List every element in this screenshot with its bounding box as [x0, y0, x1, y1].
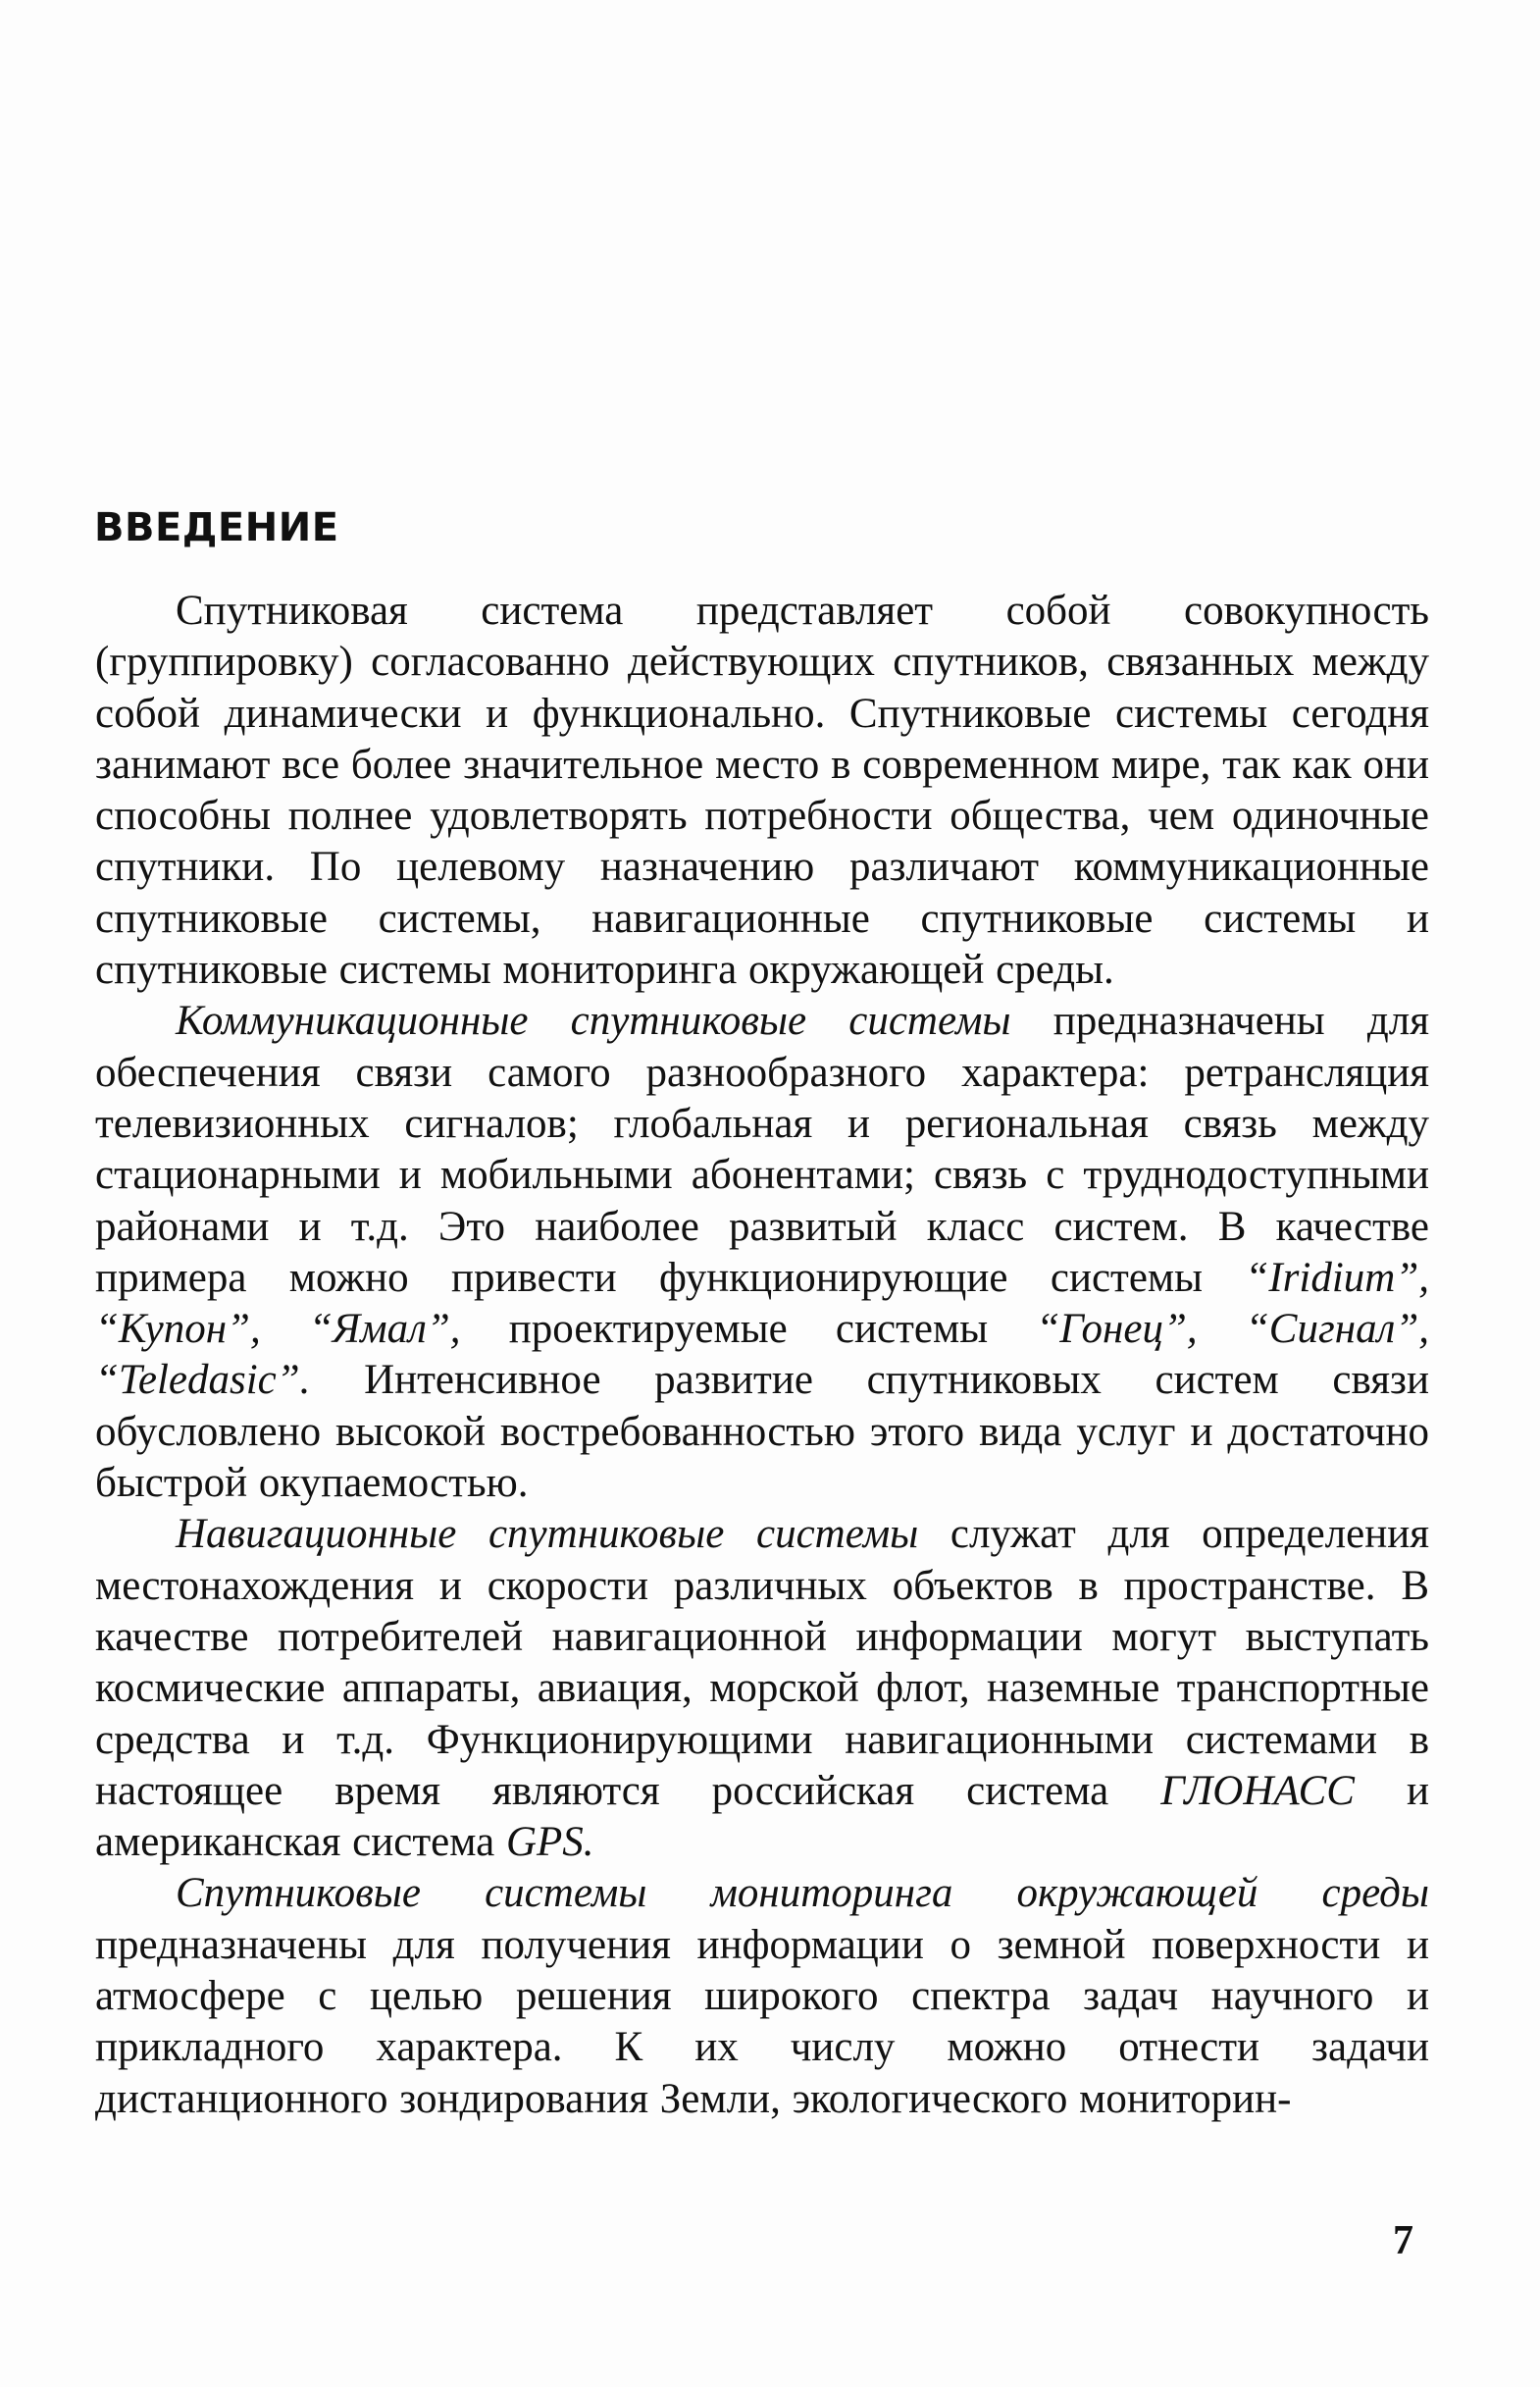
paragraph-text: служат для определения местонахождения и скорости различных объектов в пространстве. В качестве потребителей навигационной информации могут выступать космические аппараты, авиация, морской флот, наземные транспортные средства и т.д. Функционирующими навигационными системами в настоящее время являются российская система — [95, 1511, 1429, 1814]
paragraph-text: Спутниковая система представляет собой совокупность (группировку) согласованно действующих спутников, связанных между собой динамически и функционально. Спутниковые системы сегодня занимают все более значительное место в современном мире, так как они способны полнее удовлетворять потребности общества, чем одиночные спутники. По целевому назначению различают коммуникационные спутниковые системы, навигационные спутниковые системы и спутниковые системы мониторинга окружающей среды. — [95, 588, 1429, 994]
system-names-planned: “Гонец”, “Сигнал”, “Teledasic”. — [95, 1306, 1429, 1404]
system-name-glonass: ГЛОНАСС — [1160, 1767, 1355, 1814]
term-monitoring-systems: Спутниковые системы мониторинга окружающей среды — [176, 1870, 1429, 1917]
page-title: ВВЕДЕНИЕ — [94, 505, 339, 550]
paragraph-navigation — [95, 1509, 1429, 1868]
paragraph-text: предназначены для получения информации о земной поверхности и атмосфере с целью решения широкого спектра задач научного и прикладного характера. К их числу можно отнести задачи дистанционного зондирования Земли, экологического мониторин- — [95, 1921, 1429, 2122]
paragraph-text: и американская система — [95, 1767, 1430, 1866]
paragraph-intro — [95, 586, 1429, 996]
term-communication-systems: Коммуникационные спутниковые системы — [176, 998, 1011, 1045]
system-names-operating: “Iridium”, “Купон”, “Ямал”, — [95, 1254, 1429, 1353]
body-text — [95, 586, 1429, 2125]
system-name-gps: GPS. — [505, 1819, 594, 1866]
paragraph-text: предназначены для обеспечения связи самого разнообразного характера: ретрансляция телевизионных сигналов; глобальная и региональная связь между стационарными и мобильными абонентами; связь с труднодоступными районами и т.д. Это наиболее развитый класс систем. В качестве примера можно привести функционирующие системы — [95, 998, 1429, 1301]
page-number: 7 — [1393, 2218, 1413, 2263]
paragraph-text: Интенсивное развитие спутниковых систем связи обусловлено высокой востребованностью этого вида услуг и достаточно быстрой окупаемостью. — [95, 1357, 1429, 1507]
paragraph-text: проектируемые системы — [460, 1306, 1037, 1353]
term-navigation-systems: Навигационные спутниковые системы — [176, 1511, 919, 1558]
paragraph-communication — [95, 996, 1429, 1509]
paragraph-monitoring — [95, 1868, 1429, 2124]
